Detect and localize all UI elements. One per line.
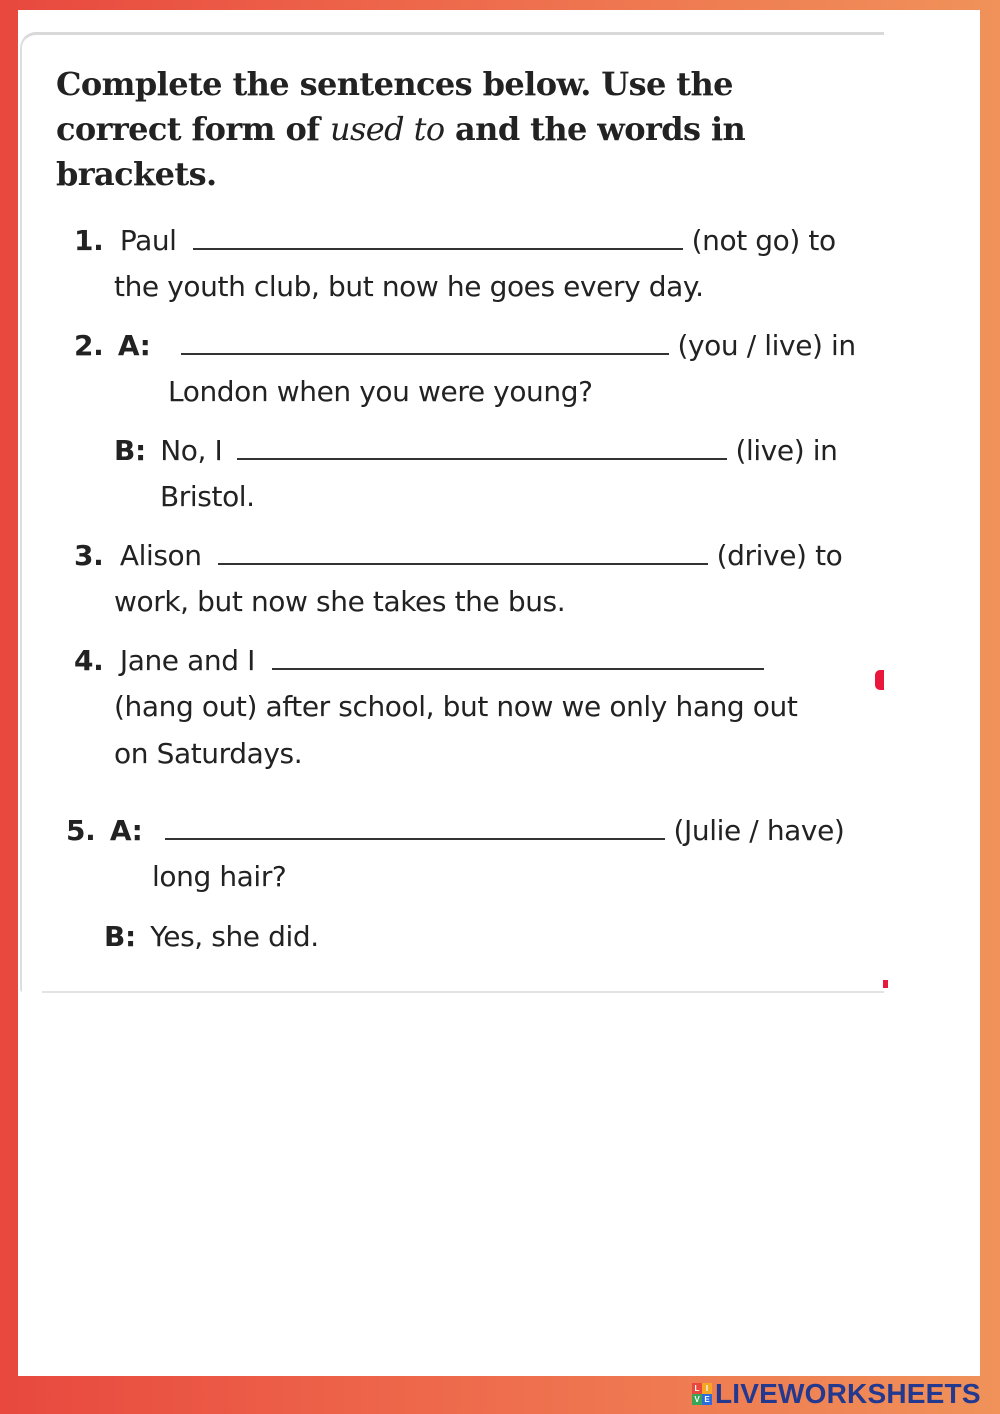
q2-speaker-a: A: xyxy=(117,329,151,362)
card-edge-break xyxy=(22,783,42,993)
q5-answer-blank[interactable] xyxy=(165,812,665,840)
q2-line3 xyxy=(114,432,837,467)
liveworksheets-logo xyxy=(692,1378,981,1410)
q4-number: 4. xyxy=(74,644,104,677)
q5-number: 5. xyxy=(66,814,96,847)
instructions-heading xyxy=(56,62,856,197)
q2-text-after-b: (live) in xyxy=(735,434,838,467)
logo-letter-e: E xyxy=(702,1394,712,1405)
q2b-answer-blank[interactable] xyxy=(237,432,727,460)
logo-letter-v: V xyxy=(692,1394,702,1405)
q1-line2: the youth club, but now he goes every day. xyxy=(114,270,704,303)
q2-line4: Bristol. xyxy=(160,480,255,513)
q2-speaker-b: B: xyxy=(114,434,146,467)
red-marker-small xyxy=(883,980,888,988)
q2-line1 xyxy=(74,327,856,362)
q1-line1 xyxy=(74,222,836,257)
q4-line3: on Saturdays. xyxy=(114,737,303,770)
logo-letter-l: L xyxy=(692,1383,702,1394)
q3-line2: work, but now she takes the bus. xyxy=(114,585,566,618)
q3-answer-blank[interactable] xyxy=(218,537,708,565)
logo-text: LIVEWORKSHEETS xyxy=(715,1378,981,1409)
logo-letter-i: I xyxy=(702,1383,712,1394)
q4-line2: (hang out) after school, but now we only hang out xyxy=(114,690,798,723)
q2-text-before-b: No, I xyxy=(160,434,223,467)
instructions-text-end: and the words in brackets. xyxy=(56,110,746,193)
logo-icon xyxy=(692,1383,712,1405)
q4-answer-blank[interactable] xyxy=(272,642,764,670)
q3-line1 xyxy=(74,537,842,572)
q1-number: 1. xyxy=(74,224,104,257)
q1-text-after: (not go) to xyxy=(691,224,836,257)
q5-text-after-a: (Julie / have) xyxy=(673,814,845,847)
q4-line1 xyxy=(74,642,764,677)
instructions-text: Complete the sentences below. Use the correct form of xyxy=(56,65,733,148)
q5-line3 xyxy=(104,920,319,953)
q4-text-before: Jane and I xyxy=(119,644,255,677)
q3-text-after: (drive) to xyxy=(716,539,843,572)
q1-answer-blank[interactable] xyxy=(193,222,683,250)
q5-line1 xyxy=(66,812,844,847)
q2-line2: London when you were young? xyxy=(168,375,593,408)
q5-speaker-a: A: xyxy=(109,814,143,847)
q2-number: 2. xyxy=(74,329,104,362)
q2a-answer-blank[interactable] xyxy=(181,327,669,355)
q5-answer-b: Yes, she did. xyxy=(150,920,319,953)
red-marker xyxy=(875,670,884,690)
instructions-italic: used to xyxy=(329,110,445,148)
q2-text-after-a: (you / live) in xyxy=(677,329,856,362)
q1-text-before: Paul xyxy=(119,224,177,257)
q5-speaker-b: B: xyxy=(104,920,136,953)
q5-line2: long hair? xyxy=(152,860,287,893)
q3-text-before: Alison xyxy=(119,539,202,572)
q3-number: 3. xyxy=(74,539,104,572)
